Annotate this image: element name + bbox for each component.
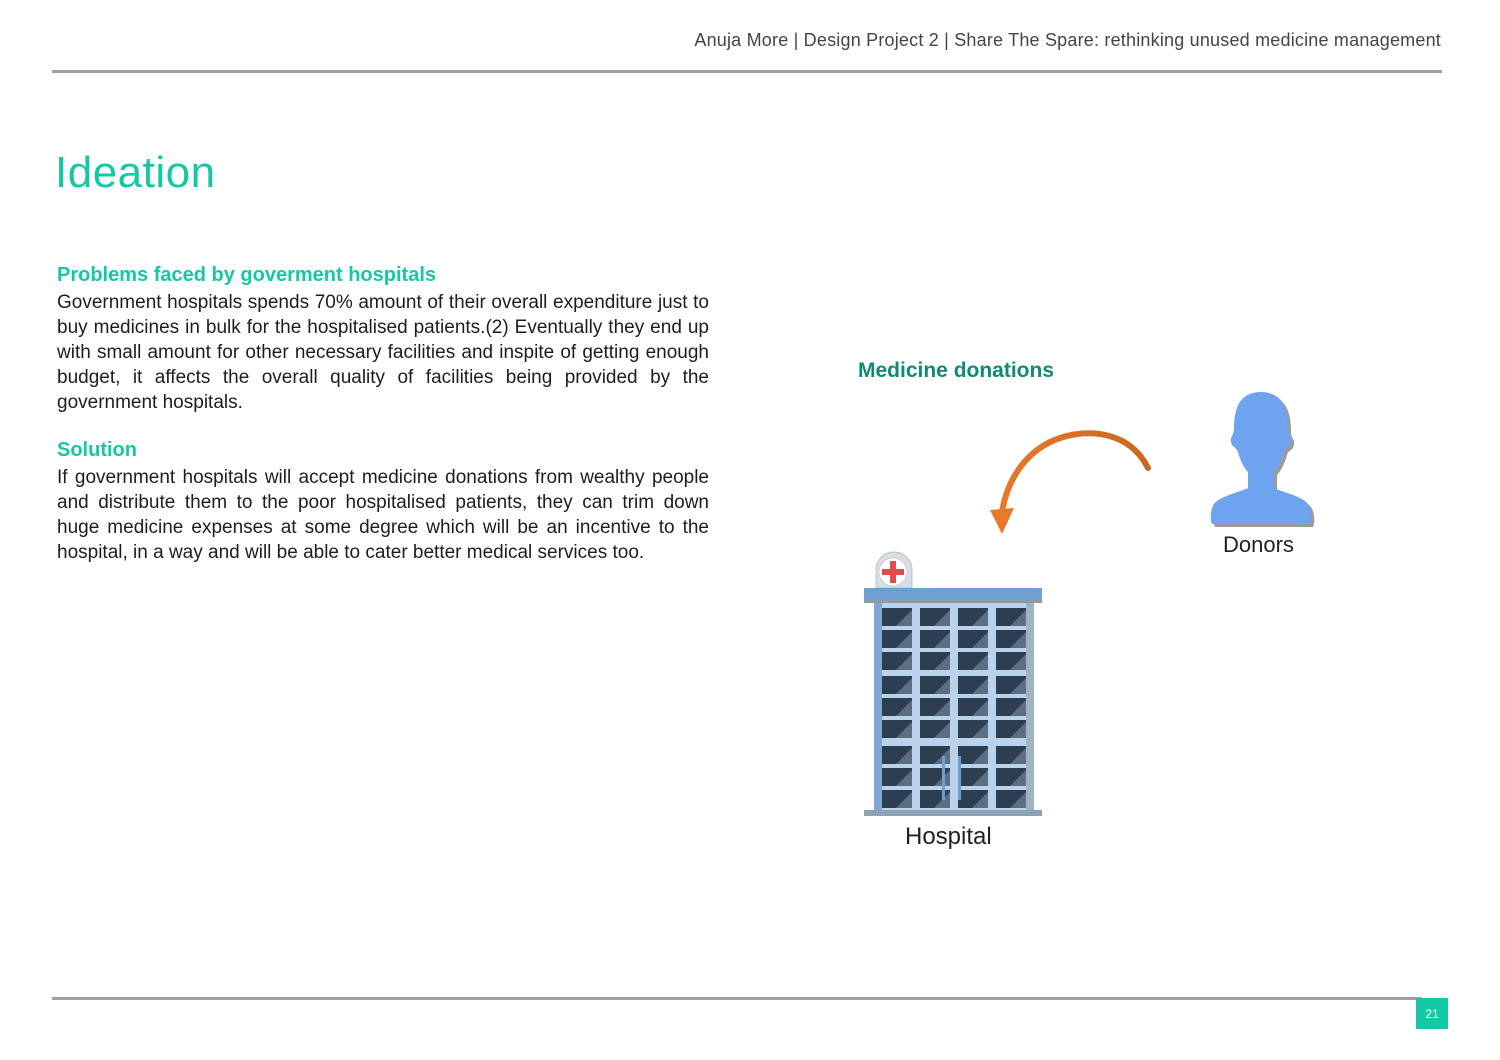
- solution-heading: Solution: [57, 439, 137, 461]
- problems-body: Government hospitals spends 70% amount of their overall expenditure just to buy medicines in bulk for the hospitalised patients.(2) Eventually they end up with small amount for other necessary facilities and inspite of getting enough budget, it affects the overall quality of facilities being provided by the government hospitals.: [57, 292, 709, 413]
- page-title: Ideation: [55, 148, 216, 197]
- solution-body: If government hospitals will accept medicine donations from wealthy people and distribute them to the poor hospitalised patients, they can trim down huge medicine expenses at some degree which will be an incentive to the hospital, in a way and will be able to cater better medical services too.: [57, 467, 709, 563]
- problems-section: [57, 262, 709, 415]
- problems-heading: Problems faced by goverment hospitals: [57, 264, 436, 286]
- header-divider: [52, 70, 1442, 73]
- hospital-building-icon: [860, 548, 1050, 820]
- curved-arrow-icon: [980, 420, 1170, 550]
- person-silhouette-icon: [1200, 388, 1322, 534]
- donors-label: Donors: [1223, 532, 1294, 557]
- hospital-label: Hospital: [905, 823, 992, 850]
- page-number: 21: [1416, 998, 1448, 1029]
- document-header-title: Anuja More | Design Project 2 | Share The Spare: rethinking unused medicine management: [694, 30, 1441, 50]
- diagram-title: Medicine donations: [858, 359, 1055, 382]
- solution-section: [57, 437, 709, 565]
- footer-divider: [52, 997, 1422, 1000]
